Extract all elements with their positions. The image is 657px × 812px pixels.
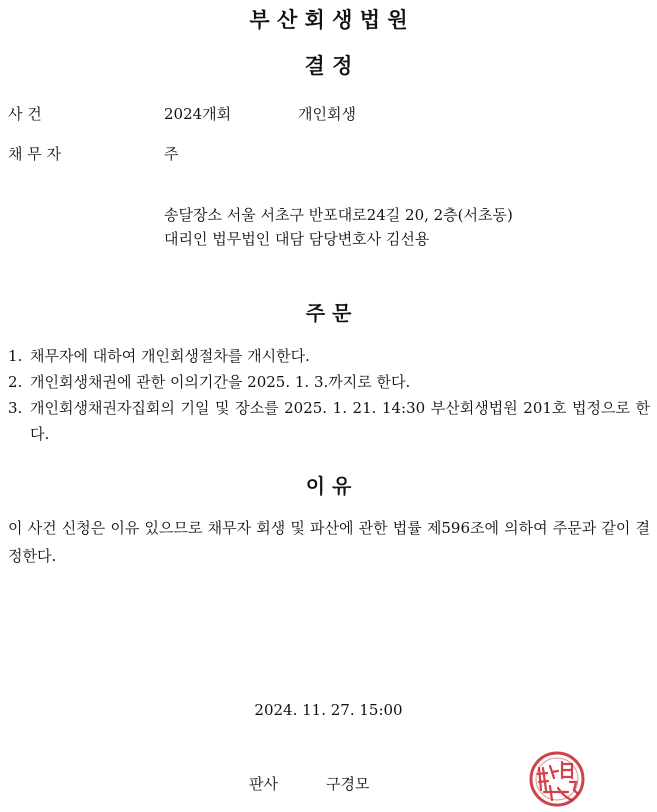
- judge-title: 판사: [249, 775, 278, 793]
- list-item-number: 1.: [8, 347, 23, 365]
- list-item-number: 2.: [8, 373, 23, 391]
- reason-text: 이 사건 신청은 이유 있으므로 채무자 회생 및 파산에 관한 법률 제596조에 의하여 주문과 같이 결정한다.: [8, 519, 650, 565]
- list-item-text: 개인회생채권에 관한 이의기간을 2025. 1. 3.까지로 한다.: [30, 373, 411, 391]
- delivery-address: 송달장소 서울 서초구 반포대로24길 20, 2층(서초동): [164, 206, 513, 224]
- case-label: 사 건: [8, 105, 42, 123]
- list-item-text: 개인회생채권자집회의 기일 및 장소를 2025. 1. 21. 14:30 부산회생법원 201호 법정으로 한다.: [30, 399, 650, 443]
- legal-agent: 대리인 법무법인 대담 담당변호사 김선용: [164, 230, 430, 248]
- list-item-number: 3.: [8, 399, 23, 417]
- list-item: [8, 395, 650, 447]
- case-type: 개인회생: [298, 105, 356, 123]
- debtor-name: 주: [164, 145, 179, 163]
- document-title: 결 정: [304, 54, 353, 78]
- decision-date: 2024. 11. 27. 15:00: [254, 701, 403, 719]
- list-item: [8, 369, 650, 395]
- judge-seal-icon: [528, 750, 586, 808]
- list-item: [8, 343, 650, 369]
- debtor-label: 채 무 자: [8, 145, 62, 163]
- list-item-text: 채무자에 대하여 개인회생절차를 개시한다.: [30, 347, 310, 365]
- court-name: 부 산 회 생 법 원: [249, 8, 408, 32]
- reason-heading: 이 유: [305, 474, 352, 498]
- judge-name: 구경모: [326, 775, 370, 793]
- case-number: 2024개회: [164, 105, 232, 123]
- order-heading: 주 문: [305, 301, 352, 325]
- order-list: [8, 343, 650, 447]
